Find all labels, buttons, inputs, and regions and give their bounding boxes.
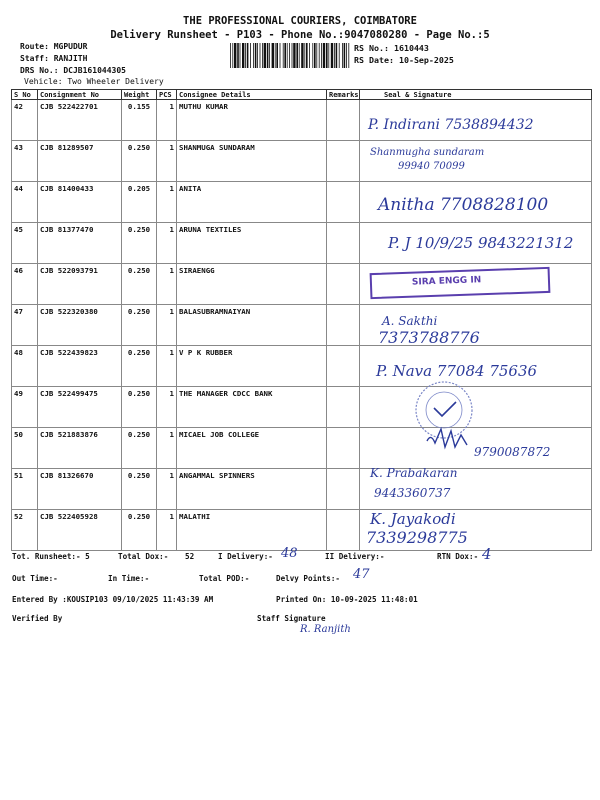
cell-sno: 44	[12, 182, 38, 223]
barcode-bar	[280, 43, 281, 68]
barcode-bar	[309, 43, 310, 68]
cell-weight: 0.205	[122, 182, 157, 223]
signature-52-name: K. Jayakodi	[370, 510, 456, 528]
signature-47-name: A. Sakthi	[382, 314, 438, 328]
barcode-bar	[283, 43, 284, 68]
cell-pcs: 1	[157, 264, 177, 305]
cell-consignee: THE MANAGER CDCC BANK	[177, 387, 327, 428]
barcode-bar	[272, 43, 274, 68]
barcode-bar	[284, 43, 286, 68]
barcode-bar	[247, 43, 249, 68]
cell-pcs: 1	[157, 346, 177, 387]
ii-delivery-label: II Delivery:-	[325, 552, 385, 561]
cell-remarks	[327, 223, 360, 264]
barcode-bar	[255, 43, 257, 68]
barcode-bar	[316, 43, 317, 68]
runsheet-subtitle: Delivery Runsheet - P103 - Phone No.:9047080280 - Page No.:5	[110, 29, 490, 41]
cell-consignee: BALASUBRAMNAIYAN	[177, 305, 327, 346]
col-header-pcs: PCS	[157, 90, 177, 100]
cell-weight: 0.250	[122, 428, 157, 469]
barcode-bar	[348, 43, 349, 68]
verified-by: Verified By	[12, 614, 63, 623]
barcode-bar	[276, 43, 278, 68]
barcode-bar	[260, 43, 261, 68]
signature-43-phone: 99940 70099	[398, 161, 465, 172]
total-pod-label: Total POD:-	[199, 574, 250, 583]
barcode-bar	[250, 43, 251, 68]
cell-pcs: 1	[157, 141, 177, 182]
in-time-label: In Time:-	[108, 574, 150, 583]
barcode-bar	[344, 43, 346, 68]
cell-consignment: CJB 522093791	[38, 264, 122, 305]
cell-sno: 50	[12, 428, 38, 469]
cell-weight: 0.250	[122, 469, 157, 510]
cell-consignee: ANGAMMAL SPINNERS	[177, 469, 327, 510]
barcode-bar	[230, 43, 231, 68]
runsheet-table	[11, 89, 592, 551]
cell-consignment: CJB 522422701	[38, 100, 122, 141]
signature-51-name: K. Prabakaran	[370, 466, 458, 480]
barcode-bar	[336, 43, 338, 68]
signature-48: P. Nava 77084 75636	[376, 362, 538, 380]
cell-sno: 48	[12, 346, 38, 387]
barcode-bar	[245, 43, 246, 68]
cell-consignment: CJB 522499475	[38, 387, 122, 428]
barcode-bar	[342, 43, 343, 68]
cell-sno: 45	[12, 223, 38, 264]
table-row	[12, 469, 592, 510]
cell-sno: 46	[12, 264, 38, 305]
barcode-bar	[275, 43, 276, 68]
cell-pcs: 1	[157, 428, 177, 469]
table-row	[12, 510, 592, 551]
cell-weight: 0.250	[122, 387, 157, 428]
cell-remarks	[327, 141, 360, 182]
rs-date: RS Date: 10-Sep-2025	[354, 55, 454, 65]
cell-consignment: CJB 81289507	[38, 141, 122, 182]
rtn-dox-value: 4	[482, 545, 492, 563]
cell-remarks	[327, 305, 360, 346]
col-header-weight: Weight	[122, 90, 157, 100]
table-row	[12, 305, 592, 346]
barcode-bar	[240, 43, 241, 68]
total-dox-value: 52	[185, 552, 195, 561]
barcode-bar	[321, 43, 322, 68]
signature-44: Anitha 7708828100	[378, 195, 549, 215]
cell-pcs: 1	[157, 387, 177, 428]
barcode-bar	[264, 43, 266, 68]
cell-remarks	[327, 428, 360, 469]
delvy-points-value: 47	[353, 567, 370, 582]
i-delivery-value: 48	[281, 546, 298, 561]
cell-weight: 0.250	[122, 305, 157, 346]
barcode-bar	[269, 43, 270, 68]
rs-number: RS No.: 1610443	[354, 43, 429, 53]
cell-consignee: ARUNA TEXTILES	[177, 223, 327, 264]
signature-50-phone: 9790087872	[474, 445, 551, 459]
cell-sno: 43	[12, 141, 38, 182]
cell-weight: 0.250	[122, 510, 157, 551]
table-row	[12, 387, 592, 428]
route-label: Route: MGPUDUR	[20, 42, 88, 51]
barcode-bar	[267, 43, 269, 68]
tot-runsheet: Tot. Runsheet:- 5	[12, 552, 90, 561]
cell-consignee: MALATHI	[177, 510, 327, 551]
signature-42: P. Indirani 7538894432	[368, 117, 534, 133]
barcode-bar	[331, 43, 333, 68]
barcode-bar	[346, 43, 347, 68]
signature-51-phone: 9443360737	[374, 486, 451, 500]
barcode-bar	[304, 43, 305, 68]
barcode-bar	[319, 43, 320, 68]
cell-sno: 42	[12, 100, 38, 141]
col-header-sno: S No	[12, 90, 38, 100]
barcode-bar	[292, 43, 293, 68]
barcode-bar	[289, 43, 290, 68]
cell-pcs: 1	[157, 223, 177, 264]
barcode-bar	[328, 43, 329, 68]
cell-remarks	[327, 387, 360, 428]
cell-consignment: CJB 81326670	[38, 469, 122, 510]
barcode-bar	[326, 43, 328, 68]
cell-remarks	[327, 100, 360, 141]
barcode-bar	[242, 43, 244, 68]
cell-consignment: CJB 522405928	[38, 510, 122, 551]
cell-consignee: SIRAENGG	[177, 264, 327, 305]
cell-pcs: 1	[157, 510, 177, 551]
cell-weight: 0.250	[122, 264, 157, 305]
barcode-bar	[299, 43, 300, 68]
staff-label: Staff: RANJITH	[20, 54, 88, 63]
barcode-bar	[306, 43, 308, 68]
table-row	[12, 141, 592, 182]
company-title: THE PROFESSIONAL COURIERS, COIMBATORE	[183, 15, 417, 27]
cell-consignment: CJB 522439823	[38, 346, 122, 387]
barcode-bar	[323, 43, 325, 68]
drs-label: DRS No.: DCJB161044305	[20, 66, 126, 75]
barcode-bar	[339, 43, 340, 68]
company-stamp: SIRA ENGG IN	[370, 267, 551, 299]
barcode-bar	[312, 43, 313, 68]
barcode-bar	[314, 43, 316, 68]
cell-consignee: ANITA	[177, 182, 327, 223]
barcode-bar	[237, 43, 239, 68]
cell-consignee: MICAEL JOB COLLEGE	[177, 428, 327, 469]
cell-weight: 0.250	[122, 346, 157, 387]
cell-remarks	[327, 346, 360, 387]
cell-consignment: CJB 81400433	[38, 182, 122, 223]
cell-consignment: CJB 81377470	[38, 223, 122, 264]
cell-pcs: 1	[157, 100, 177, 141]
i-delivery-label: I Delivery:-	[218, 552, 273, 561]
col-header-remarks: Remarks	[327, 90, 360, 100]
barcode-bar	[232, 43, 233, 68]
barcode-bar	[257, 43, 258, 68]
col-header-consignee: Consignee Details	[177, 90, 327, 100]
staff-signature: R. Ranjith	[300, 624, 351, 635]
cell-consignment: CJB 522320380	[38, 305, 122, 346]
cell-sno: 49	[12, 387, 38, 428]
total-dox-label: Total Dox:-	[118, 552, 169, 561]
cell-sno: 47	[12, 305, 38, 346]
barcode	[230, 43, 350, 68]
cell-remarks	[327, 510, 360, 551]
cell-consignee: MUTHU KUMAR	[177, 100, 327, 141]
cell-remarks	[327, 182, 360, 223]
col-header-consignment: Consignment No	[38, 90, 122, 100]
cell-sno: 52	[12, 510, 38, 551]
cell-pcs: 1	[157, 469, 177, 510]
barcode-bar	[334, 43, 335, 68]
staff-signature-label: Staff Signature	[257, 614, 326, 623]
out-time-label: Out Time:-	[12, 574, 58, 583]
printed-on: Printed On: 10-09-2025 11:48:01	[276, 595, 418, 604]
cell-weight: 0.155	[122, 100, 157, 141]
entered-by: Entered By :KOUSIP103 09/10/2025 11:43:39 AM	[12, 595, 214, 604]
barcode-bar	[287, 43, 288, 68]
table-header-row	[12, 90, 592, 100]
cell-sno: 51	[12, 469, 38, 510]
cell-pcs: 1	[157, 182, 177, 223]
barcode-bar	[253, 43, 254, 68]
cell-remarks	[327, 469, 360, 510]
barcode-bar	[262, 43, 263, 68]
cell-weight: 0.250	[122, 223, 157, 264]
barcode-bar	[296, 43, 298, 68]
delvy-points-label: Delvy Points:-	[276, 574, 341, 583]
cell-consignee: SHANMUGA SUNDARAM	[177, 141, 327, 182]
cell-weight: 0.250	[122, 141, 157, 182]
barcode-bar	[234, 43, 236, 68]
signature-43-name: Shanmugha sundaram	[370, 147, 485, 158]
signature-52-phone: 7339298775	[366, 528, 468, 547]
barcode-bar	[293, 43, 295, 68]
signature-47-phone: 7373788776	[378, 328, 480, 347]
barcode-bar	[301, 43, 303, 68]
signature-45: P. J 10/9/25 9843221312	[388, 234, 574, 252]
cell-pcs: 1	[157, 305, 177, 346]
cell-remarks	[327, 264, 360, 305]
cell-consignee: V P K RUBBER	[177, 346, 327, 387]
vehicle-label: Vehicle: Two Wheeler Delivery	[24, 77, 164, 86]
col-header-signature: Seal & Signature	[360, 90, 592, 100]
rtn-dox-label: RTN Dox:-	[437, 552, 479, 561]
cell-consignment: CJB 521883876	[38, 428, 122, 469]
